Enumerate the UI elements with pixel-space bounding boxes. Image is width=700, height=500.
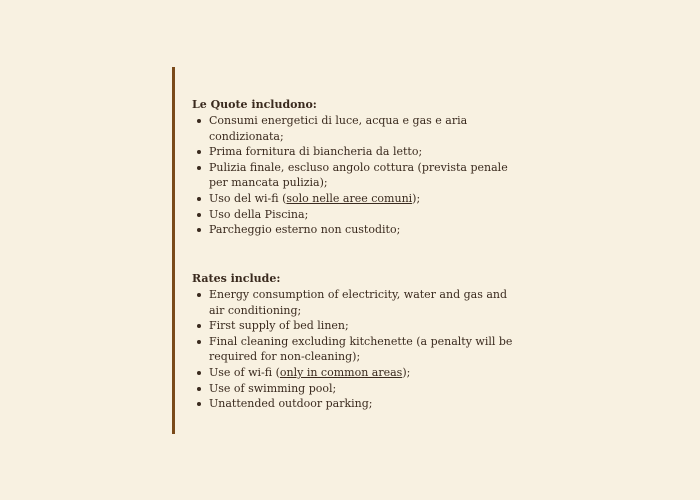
list-item-text: );: [412, 191, 421, 205]
list-item: Pulizia finale, escluso angolo cottura (prevista penale per mancata pulizia);: [192, 160, 522, 191]
list-item: First supply of bed linen;: [192, 318, 522, 334]
english-heading: Rates include:: [192, 272, 281, 285]
list-item: Parcheggio esterno non custodito;: [192, 222, 522, 238]
list-item: [192, 191, 522, 207]
list-item: [192, 365, 522, 381]
wifi-note-link: only in common areas: [279, 365, 403, 379]
italian-heading: Le Quote includono:: [192, 98, 317, 111]
list-item: Use of swimming pool;: [192, 381, 522, 397]
list-item-text: Use of wi-fi (: [209, 365, 280, 379]
list-item: Consumi energetici di luce, acqua e gas e aria condizionata;: [192, 113, 522, 144]
italian-list: [192, 113, 522, 238]
list-item-text: Uso del wi-fi (: [209, 191, 287, 205]
english-section: [192, 271, 522, 412]
list-item-text: );: [402, 365, 411, 379]
list-item: Unattended outdoor parking;: [192, 396, 522, 412]
list-item: Energy consumption of electricity, water and gas and air conditioning;: [192, 287, 522, 318]
vertical-divider: [172, 67, 175, 434]
list-item: Final cleaning excluding kitchenette (a penalty will be required for non-cleaning);: [192, 334, 522, 365]
list-item: Uso della Piscina;: [192, 207, 522, 223]
italian-section: [192, 97, 522, 238]
list-item: Prima fornitura di biancheria da letto;: [192, 144, 522, 160]
wifi-note-link: solo nelle aree comuni: [286, 191, 413, 205]
english-list: [192, 287, 522, 412]
